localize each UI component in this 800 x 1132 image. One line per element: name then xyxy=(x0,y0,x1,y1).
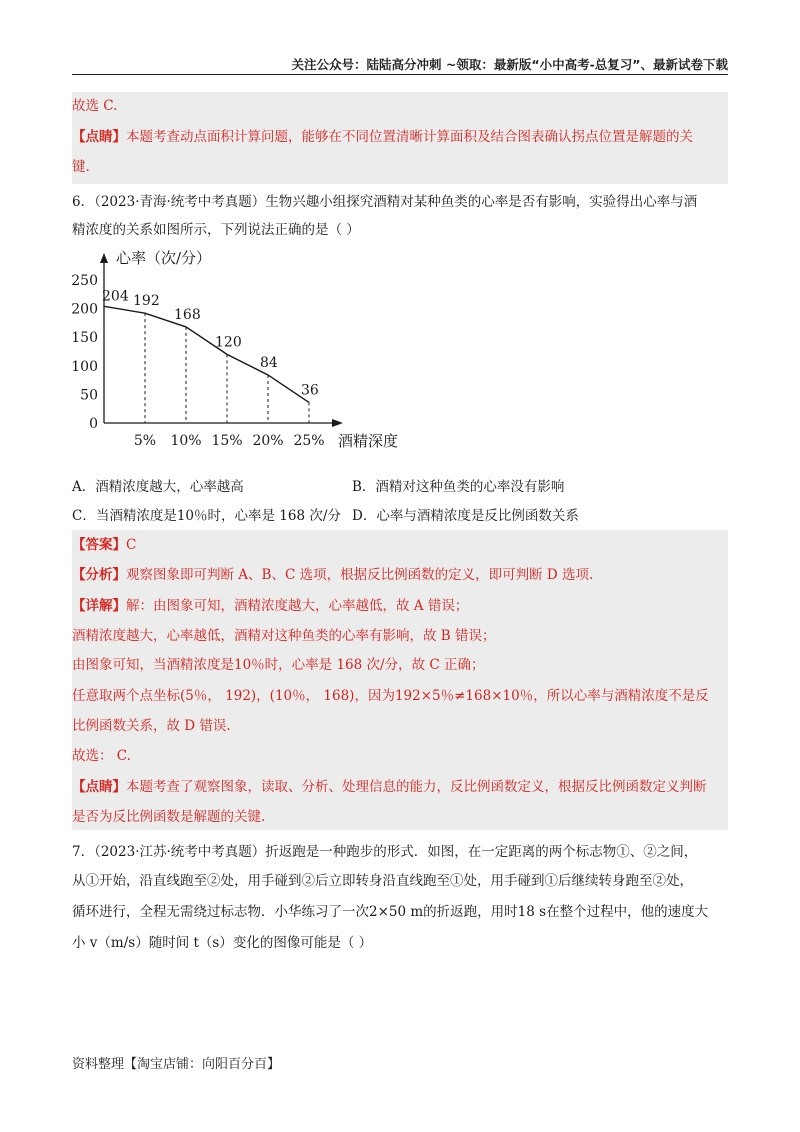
detail-text1: 解：由图象可知，酒精浓度越大，心率越低，故 A 错误； xyxy=(126,598,469,614)
option-a: A．酒精浓度越大，心率越高 xyxy=(72,479,244,495)
x-tick-label: 5% xyxy=(133,433,157,449)
y-axis-label: 心率（次/分） xyxy=(116,249,212,267)
x-tick-label: 20% xyxy=(252,433,284,449)
q6-line1: 6．（2023·青海·统考中考真题）生物兴趣小组探究酒精对某种鱼类的心率是否有影响，实验得出心率与酒 xyxy=(72,194,698,210)
data-label: 168 xyxy=(174,306,201,323)
detail-tag: 【详解】 xyxy=(72,598,126,614)
x-tick-label: 25% xyxy=(293,433,325,449)
q7-line3: 循环进行，全程无需绕过标志物．小华练习了一次2×50 m的折返跑，用时18 s在整个过程中，他的速度大 xyxy=(72,904,709,920)
y-tick-label: 50 xyxy=(80,387,98,404)
answer-point-line2: 是否为反比例函数是解题的关键. xyxy=(72,809,266,825)
analysis-tag: 【分析】 xyxy=(72,567,126,583)
y-axis-arrow xyxy=(100,253,108,263)
option-d: D．心率与酒精浓度是反比例函数关系 xyxy=(352,508,579,524)
answer-point-tag: 【点睛】 xyxy=(72,779,126,795)
option-b: B．酒精对这种鱼类的心率没有影响 xyxy=(352,479,565,495)
data-label: 192 xyxy=(133,293,160,310)
data-label: 204 xyxy=(102,288,129,305)
analysis-text: 观察图象即可判断 A、B、C 选项，根据反比例函数的定义，即可判断 D 选项. xyxy=(126,567,594,583)
analysis-line xyxy=(72,565,593,585)
chart-axes xyxy=(71,253,343,449)
chart-marks xyxy=(102,288,319,423)
y-tick-label: 100 xyxy=(71,358,98,375)
answer-point-text: 本题考查了观察图象，读取、分析、处理信息的能力，反比例函数定义，根据反比例函数定义判断 xyxy=(126,779,707,795)
y-tick-label: 0 xyxy=(89,416,98,432)
x-axis-arrow xyxy=(332,419,343,427)
q7-line1: 7．（2023·江苏·统考中考真题）折返跑是一种跑步的形式．如图，在一定距离的两个标志物①、②之间， xyxy=(72,844,698,860)
q7-line4: 小 v（m/s）随时间 t（s）变化的图像可能是（ ） xyxy=(72,935,373,951)
header-rule xyxy=(72,74,728,75)
y-tick-label: 150 xyxy=(71,330,98,347)
detail-line3: 由图象可知，当酒精浓度是10％时，心率是 168 次/分，故 C 正确； xyxy=(72,657,485,673)
answer-line xyxy=(72,535,136,555)
y-tick-label: 200 xyxy=(71,301,98,318)
choose-line: 故选 C. xyxy=(72,98,118,114)
x-axis-label: 酒精深度 xyxy=(338,432,399,450)
option-c: C．当酒精浓度是10％时，心率是 168 次/分 xyxy=(72,508,341,524)
choose-line-2: 故选： C. xyxy=(72,748,131,764)
top-point-line1 xyxy=(72,127,693,147)
x-tick-label: 10% xyxy=(170,433,202,449)
answer-tag: 【答案】 xyxy=(72,537,126,553)
point-tag: 【点睛】 xyxy=(72,129,126,145)
page-footer: 资料整理【淘宝店铺：向阳百分百】 xyxy=(72,1057,281,1072)
detail-line2: 酒精浓度越大，心率越低，酒精对这种鱼类的心率有影响，故 B 错误； xyxy=(72,628,496,644)
heart-rate-chart xyxy=(70,243,430,453)
data-label: 36 xyxy=(301,382,319,399)
answer-text: C xyxy=(126,537,137,553)
point-text: 本题考查动点面积计算问题，能够在不同位置清晰计算面积及结合图表确认拐点位置是解题的关 xyxy=(126,129,693,145)
data-label: 120 xyxy=(215,334,242,351)
detail-line4: 任意取两个点坐标(5％， 192)，(10％， 168)，因为192×5％≠168×10％，所以心率与酒精浓度不是反 xyxy=(72,688,709,704)
top-point-line2: 键. xyxy=(72,159,90,175)
detail-line1 xyxy=(72,596,468,616)
detail-line5: 比例函数关系，故 D 错误. xyxy=(72,718,231,734)
q6-line2: 精浓度的关系如图所示，下列说法正确的是（ ） xyxy=(72,222,360,238)
page-header: 关注公众号：陆陆高分冲刺 ~领取：最新版“小中高考-总复习”、最新试卷下载 xyxy=(291,57,728,72)
x-tick-label: 15% xyxy=(211,433,243,449)
y-tick-label: 250 xyxy=(71,273,98,289)
answer-point-line1 xyxy=(72,777,707,797)
q7-line2: 从①开始，沿直线跑至②处，用手碰到②后立即转身沿直线跑至①处，用手碰到①后继续转身跑至②处， xyxy=(72,873,693,889)
series-line xyxy=(104,306,309,402)
data-label: 84 xyxy=(260,354,278,371)
